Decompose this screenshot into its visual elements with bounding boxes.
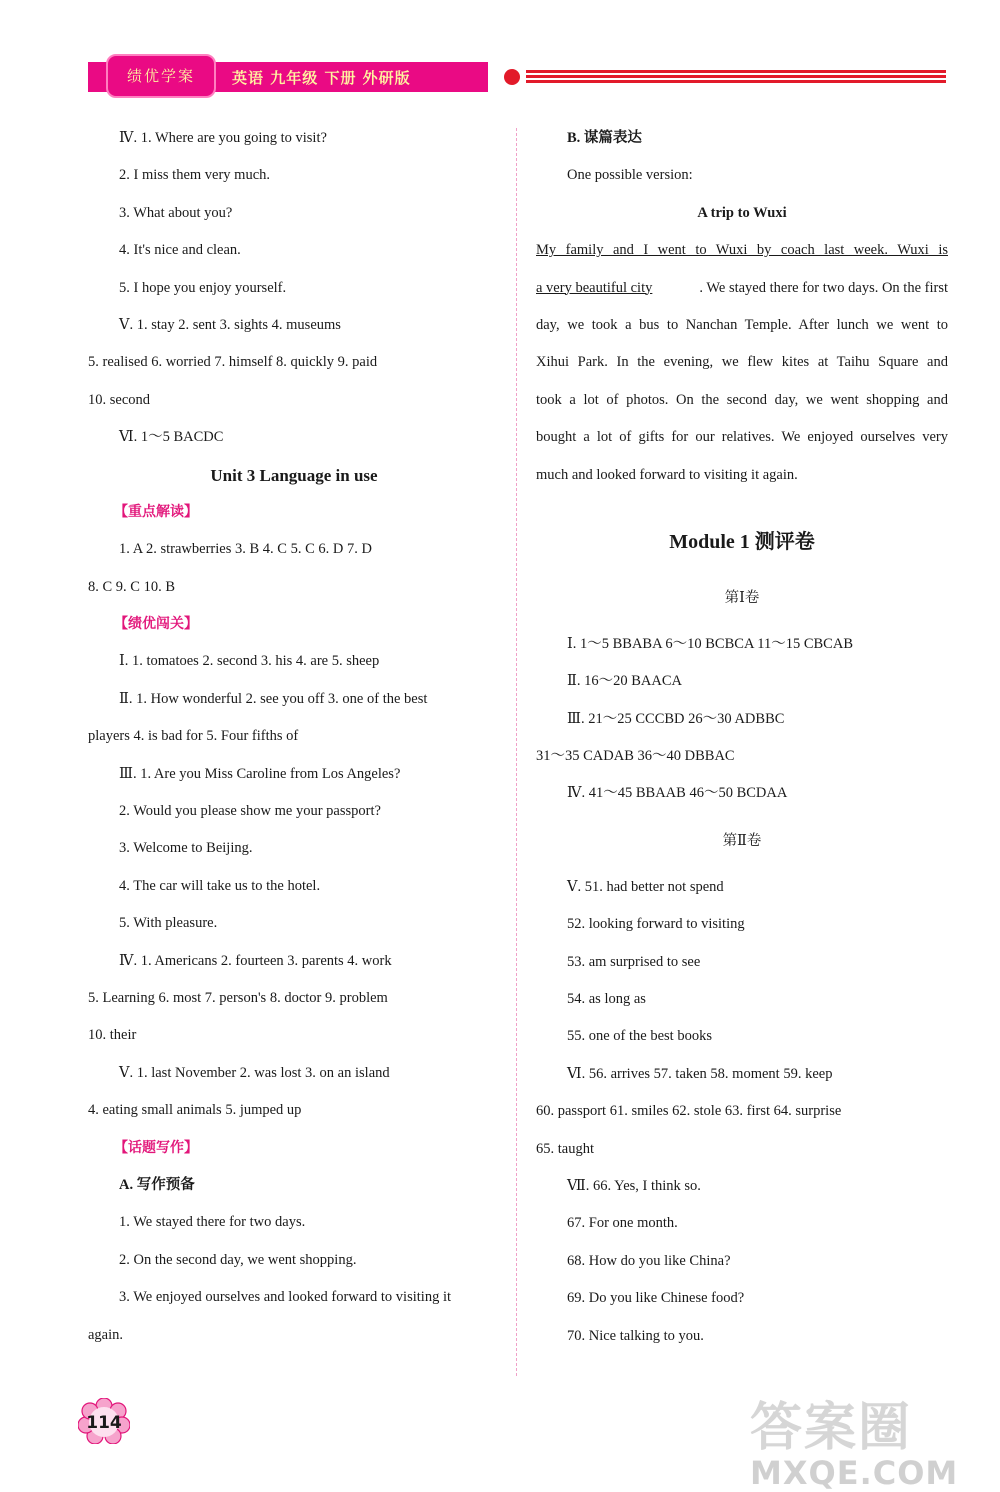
essay-line: day, we took a bus to Nanchan Temple. After lunch we went to — [536, 316, 948, 333]
right-column — [536, 120, 948, 1355]
watermark-url: MXQE.COM — [750, 1454, 959, 1492]
column-divider — [516, 128, 517, 1376]
unit-title: Unit 3 Language in use — [210, 465, 378, 485]
left-column — [88, 120, 500, 1354]
answer-line: Ⅰ. 1. tomatoes 2. second 3. his 4. are 5. sheep — [119, 653, 380, 670]
answer-line: 55. one of the best books — [567, 1028, 712, 1045]
answer-line: Ⅱ. 1. How wonderful 2. see you off 3. one of the best — [119, 690, 428, 707]
answer-line: 65. taught — [536, 1140, 594, 1157]
answer-line: 4. eating small animals 5. jumped up — [88, 1102, 302, 1119]
answer-line: 53. am surprised to see — [567, 953, 701, 970]
answer-line: 1. A 2. strawberries 3. B 4. C 5. C 6. D 7. D — [119, 541, 372, 558]
answer-line: Ⅴ. 1. last November 2. was lost 3. on an island — [119, 1064, 390, 1081]
answer-line: 70. Nice talking to you. — [567, 1327, 704, 1344]
module-title: Module 1 测评卷 — [669, 530, 815, 553]
subsection-title: A. 写作预备 — [119, 1176, 195, 1193]
answer-line: 5. Learning 6. most 7. person's 8. doctor 9. problem — [88, 989, 388, 1006]
answer-line: Ⅲ. 21～25 CCCBD 26～30 ADBBC — [567, 710, 785, 727]
essay-line: My family and I went to Wuxi by coach last week. Wuxi is — [536, 242, 948, 259]
header-subject: 英语 九年级 下册 外研版 — [232, 69, 411, 87]
answer-line: 10. their — [88, 1027, 137, 1044]
answer-line: 3. Welcome to Beijing. — [119, 840, 253, 857]
subsection-title: B. 谋篇表达 — [567, 130, 642, 146]
answer-line: 54. as long as — [567, 991, 646, 1008]
essay-line: much and looked forward to visiting it again. — [536, 466, 798, 483]
watermark-logo: 答案圈 — [750, 1398, 913, 1458]
watermark — [750, 1385, 985, 1492]
answer-line: 2. Would you please show me your passport? — [119, 803, 381, 820]
page-number-badge — [78, 1398, 130, 1444]
answer-line: 5. With pleasure. — [119, 915, 218, 932]
answer-line: players 4. is bad for 5. Four fifths of — [88, 728, 299, 745]
answer-line: 4. The car will take us to the hotel. — [119, 877, 321, 894]
page-number: 114 — [86, 1413, 122, 1433]
answer-line: 3. We enjoyed ourselves and looked forward to visiting it — [119, 1289, 451, 1306]
essay-underline: a very beautiful city — [536, 279, 653, 296]
essay-line — [536, 270, 948, 307]
answer-line: Ⅳ. 1. Where are you going to visit? — [119, 130, 327, 146]
answer-line: Ⅵ. 56. arrives 57. taken 58. moment 59. keep — [567, 1065, 833, 1082]
answer-line: 68. How do you like China? — [567, 1252, 731, 1269]
answer-line: 69. Do you like Chinese food? — [567, 1290, 745, 1307]
answer-line: Ⅴ. 1. stay 2. sent 3. sights 4. museums — [119, 316, 341, 333]
section-tag: 【重点解读】 — [114, 503, 198, 520]
essay-line: Xihui Park. In the evening, we flew kites at Taihu Square and — [536, 354, 948, 371]
part-title: 第Ⅱ卷 — [722, 832, 762, 849]
answer-line: 2. I miss them very much. — [119, 167, 271, 184]
answer-line: Ⅲ. 1. Are you Miss Caroline from Los Angeles? — [119, 765, 401, 782]
section-tag: 【话题写作】 — [114, 1139, 198, 1156]
answer-line: 31～35 CADAB 36～40 DBBAC — [536, 748, 735, 765]
answer-line: 67. For one month. — [567, 1215, 678, 1232]
book-logo: 绩优学案 — [106, 54, 216, 98]
answer-line: 8. C 9. C 10. B — [88, 578, 176, 595]
essay-line: took a lot of photos. On the second day, we went shopping and — [536, 391, 948, 408]
section-tag: 【绩优闯关】 — [114, 616, 198, 633]
answer-line: Ⅶ. 66. Yes, I think so. — [567, 1177, 701, 1194]
answer-line: 2. On the second day, we went shopping. — [119, 1251, 357, 1268]
answer-line: 1. We stayed there for two days. — [119, 1214, 306, 1231]
answer-line: 52. looking forward to visiting — [567, 916, 745, 933]
answer-line: Ⅴ. 51. had better not spend — [567, 878, 724, 895]
part-title: 第Ⅰ卷 — [724, 589, 760, 606]
answer-line: Ⅰ. 1～5 BBABA 6～10 BCBCA 11～15 CBCAB — [567, 635, 853, 652]
answer-line: 3. What about you? — [119, 204, 233, 221]
header-dot — [504, 69, 520, 85]
essay-title: A trip to Wuxi — [697, 204, 787, 221]
answer-line: 4. It's nice and clean. — [119, 242, 241, 259]
answer-line: 5. I hope you enjoy yourself. — [119, 279, 287, 296]
essay-line: bought a lot of gifts for our relatives. We enjoyed ourselves very — [536, 429, 948, 446]
version-label: One possible version: — [567, 167, 693, 184]
answer-line: Ⅳ. 41～45 BBAAB 46～50 BCDAA — [567, 785, 788, 802]
answer-line: again. — [88, 1326, 124, 1343]
answer-line: Ⅵ. 1～5 BACDC — [119, 429, 224, 446]
answer-line: Ⅱ. 16～20 BAACA — [567, 673, 682, 690]
answer-line: 60. passport 61. smiles 62. stole 63. first 64. surprise — [536, 1103, 842, 1120]
answer-line: Ⅳ. 1. Americans 2. fourteen 3. parents 4. work — [119, 952, 392, 969]
essay-line-rest: . We stayed there for two days. On the first — [699, 279, 948, 296]
header-lines — [526, 70, 946, 84]
answer-line: 10. second — [88, 391, 151, 408]
answer-line: 5. realised 6. worried 7. himself 8. quickly 9. paid — [88, 354, 378, 371]
